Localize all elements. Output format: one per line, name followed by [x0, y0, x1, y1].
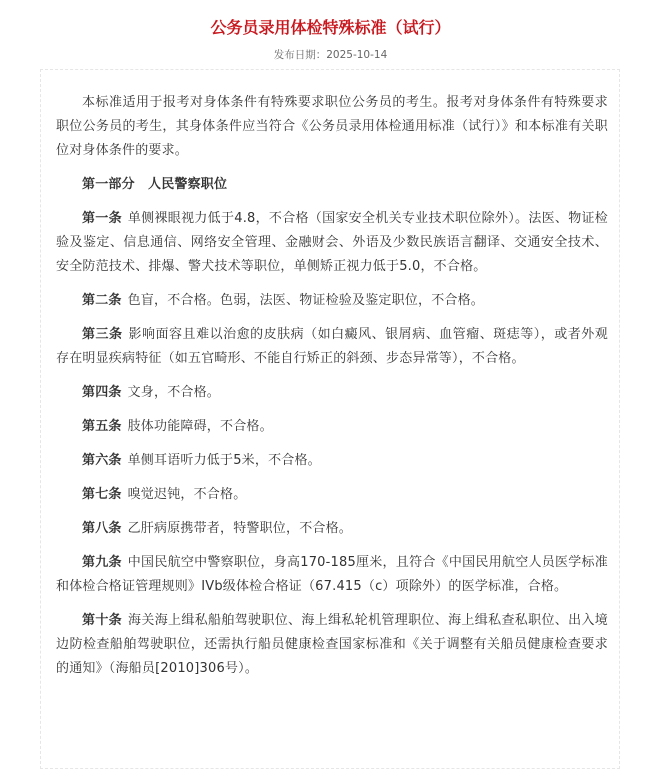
article-text: 单侧裸眼视力低于4.8，不合格（国家安全机关专业技术职位除外）。法医、物证检验及鉴定、信息通信、网络安全管理、金融财会、外语及少数民族语言翻译、交通安全技术、安全防范技术、排爆、警犬技术等职位，单侧矫正视力低于5.0，不合格。: [56, 211, 608, 274]
article-7: [56, 483, 608, 507]
article-label: 第四条: [82, 385, 122, 400]
article-6: [56, 449, 608, 473]
publish-date: 发布日期：2025-10-14: [273, 49, 388, 61]
article-label: 第九条: [82, 555, 122, 570]
article-text: 嗅觉迟钝，不合格。: [127, 487, 247, 502]
article-10: [56, 609, 608, 681]
article-text: 影响面容且难以治愈的皮肤病（如白癜风、银屑病、血管瘤、斑痣等），或者外观存在明显疾病特征（如五官畸形、不能自行矫正的斜颈、步态异常等），不合格。: [56, 327, 608, 366]
article-text: 单侧耳语听力低于5米，不合格。: [127, 453, 321, 468]
article-5: [56, 415, 608, 439]
article-label: 第五条: [82, 419, 122, 434]
article-label: 第十条: [82, 613, 123, 628]
article-1: [56, 207, 608, 279]
article-label: 第六条: [82, 453, 122, 468]
article-text: 中国民航空中警察职位，身高170-185厘米，且符合《中国民用航空人员医学标准和体检合格证管理规则》IVb级体检合格证（67.415（c）项除外）的医学标准，合格。: [56, 555, 608, 594]
article-text: 乙肝病原携带者，特警职位，不合格。: [127, 521, 353, 536]
article-2: [56, 289, 608, 313]
article-8: [56, 517, 608, 541]
article-label: 第二条: [82, 293, 122, 308]
article-text: 肢体功能障碍，不合格。: [127, 419, 273, 434]
document-title: 公务员录用体检特殊标准（试行）: [210, 18, 451, 37]
article-3: [56, 323, 608, 371]
section-heading: 第一部分 人民警察职位: [82, 177, 228, 192]
article-label: 第一条: [82, 211, 122, 226]
article-4: [56, 381, 608, 405]
article-label: 第三条: [82, 327, 123, 342]
intro-paragraph: 本标准适用于报考对身体条件有特殊要求职位公务员的考生。报考对身体条件有特殊要求职位公务员的考生，其身体条件应当符合《公务员录用体检通用标准（试行）》和本标准有关职位对身体条件的要求。: [56, 95, 608, 158]
article-9: [56, 551, 608, 599]
article-text: 色盲，不合格。色弱，法医、物证检验及鉴定职位，不合格。: [127, 293, 485, 308]
article-text: 海关海上缉私船舶驾驶职位、海上缉私轮机管理职位、海上缉私查私职位、出入境边防检查船舶驾驶职位，还需执行船员健康检查国家标准和《关于调整有关船员健康检查要求的通知》（海船员[2010]306号）。: [56, 613, 608, 676]
document-body: [56, 91, 608, 691]
article-label: 第七条: [82, 487, 122, 502]
article-text: 文身，不合格。: [127, 385, 221, 400]
article-label: 第八条: [82, 521, 122, 536]
